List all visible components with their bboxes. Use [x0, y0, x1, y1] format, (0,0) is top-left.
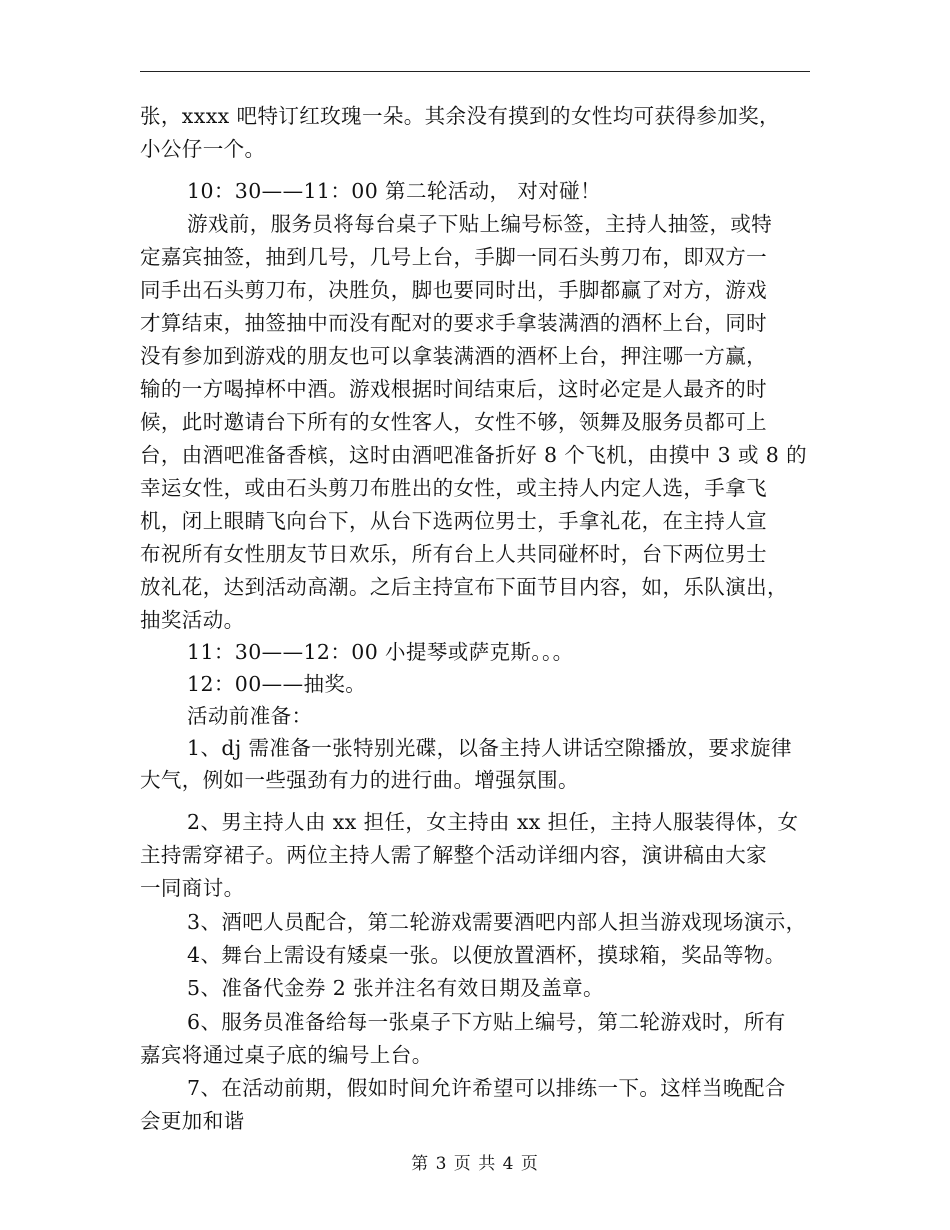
text-line: 游戏前，服务员将每台桌子下贴上编号标签，主持人抽签，或特	[187, 212, 773, 236]
text-line: 4、舞台上需设有矮桌一张。以便放置酒杯，摸球箱，奖品等物。	[187, 943, 786, 967]
text-line: 张，xxxx 吧特订红玫瑰一朵。其余没有摸到的女性均可获得参加奖，	[140, 104, 780, 128]
text-line: 输的一方喝掉杯中酒。游戏根据时间结束后，这时必定是人最齐的时	[140, 377, 767, 401]
text-line: 机，闭上眼睛飞向台下，从台下选两位男士，手拿礼花，在主持人宣	[140, 509, 767, 533]
text-line: 嘉宾将通过桌子底的编号上台。	[140, 1043, 433, 1067]
text-line: 会更加和谐	[140, 1109, 245, 1133]
text-line: 7、在活动前期，假如时间允许希望可以排练一下。这样当晚配合	[187, 1076, 786, 1100]
text-line: 小公仔一个。	[140, 137, 266, 161]
text-line: 候，此时邀请台下所有的女性客人，女性不够，领舞及服务员都可上	[140, 410, 767, 434]
text-line: 6、服务员准备给每一张桌子下方贴上编号，第二轮游戏时，所有	[187, 1010, 786, 1034]
text-line: 定嘉宾抽签，抽到几号，几号上台，手脚一同石头剪刀布，即双方一	[140, 245, 767, 269]
text-line: 布祝所有女性朋友节日欢乐，所有台上人共同碰杯时，台下两位男士	[140, 542, 767, 566]
text-line: 2、男主持人由 xx 担任，女主持由 xx 担任，主持人服装得体，女	[187, 810, 799, 834]
page-number: 第 3 页 共 4 页	[411, 1154, 539, 1174]
text-line: 一同商讨。	[140, 876, 245, 900]
text-line: 活动前准备：	[187, 704, 313, 728]
text-line: 台，由酒吧准备香槟，这时由酒吧准备折好 8 个飞机，由摸中 3 或 8 的	[140, 443, 808, 467]
text-line: 主持需穿裙子。两位主持人需了解整个活动详细内容，演讲稿由大家	[140, 843, 767, 867]
text-line: 3、酒吧人员配合，第二轮游戏需要酒吧内部人担当游戏现场演示，	[187, 910, 807, 934]
text-line: 才算结束，抽签抽中而没有配对的要求手拿装满酒的酒杯上台，同时	[140, 311, 767, 335]
text-line: 1、dj 需准备一张特别光碟，以备主持人讲话空隙播放，要求旋律	[187, 736, 792, 760]
text-line: 幸运女性，或由石头剪刀布胜出的女性，或主持人内定人选，手拿飞	[140, 476, 767, 500]
text-line: 10：30——11：00 第二轮活动， 对对碰！	[187, 179, 601, 203]
text-line: 没有参加到游戏的朋友也可以拿装满酒的酒杯上台，押注哪一方赢，	[140, 344, 767, 368]
text-line: 抽奖活动。	[140, 608, 245, 632]
text-line: 5、准备代金券 2 张并注名有效日期及盖章。	[187, 976, 604, 1000]
header-rule	[140, 71, 810, 72]
text-line: 同手出石头剪刀布，决胜负，脚也要同时出，手脚都赢了对方，游戏	[140, 278, 767, 302]
text-line: 11：30——12：00 小提琴或萨克斯。。。	[187, 640, 574, 664]
text-line: 12：00——抽奖。	[187, 672, 367, 696]
text-line: 放礼花，达到活动高潮。之后主持宣布下面节目内容，如，乐队演出，	[140, 575, 788, 599]
text-line: 大气，例如一些强劲有力的进行曲。增强氛围。	[140, 768, 579, 792]
